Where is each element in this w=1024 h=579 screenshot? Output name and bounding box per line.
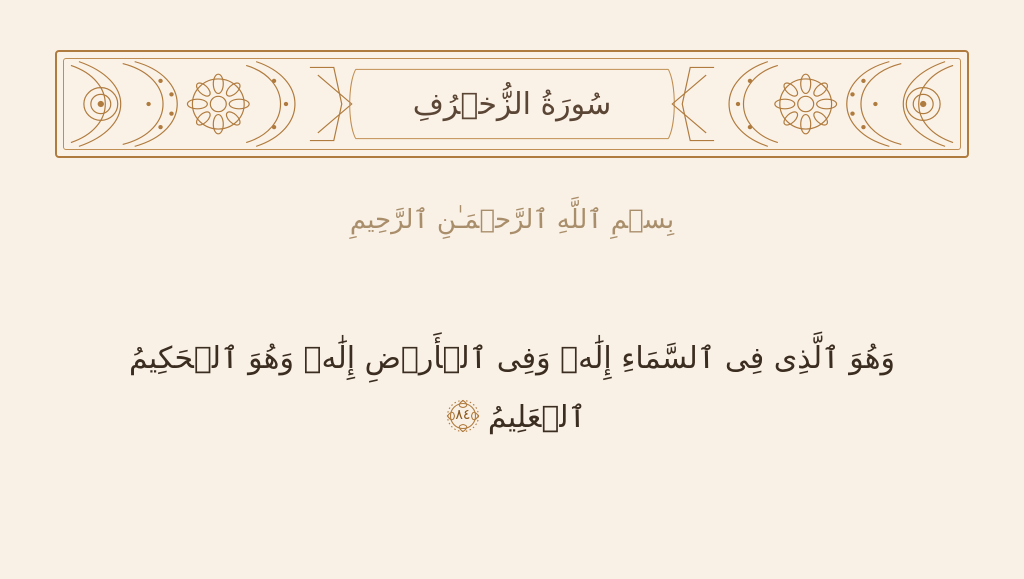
basmala-text: بِسۡمِ ٱللَّهِ ٱلرَّحۡمَـٰنِ ٱلرَّحِيمِ — [349, 205, 675, 235]
ayah-block — [120, 330, 904, 447]
ayah-marker-icon — [444, 397, 482, 435]
ayah-text: وَهُوَ ٱلَّذِی فِی ٱلسَّمَاءِ إِلَٰهࣱ وَفِی ٱلۡأَرۡضِ إِلَٰهࣱ وَهُوَ ٱلۡحَكِيمُ ٱلۡعَلِيمُ — [128, 341, 896, 435]
ayah-number: ٨٤ — [455, 406, 471, 423]
surah-header-frame — [55, 50, 969, 158]
surah-title: سُورَةُ الزُّخۡرُفِ — [412, 86, 612, 122]
